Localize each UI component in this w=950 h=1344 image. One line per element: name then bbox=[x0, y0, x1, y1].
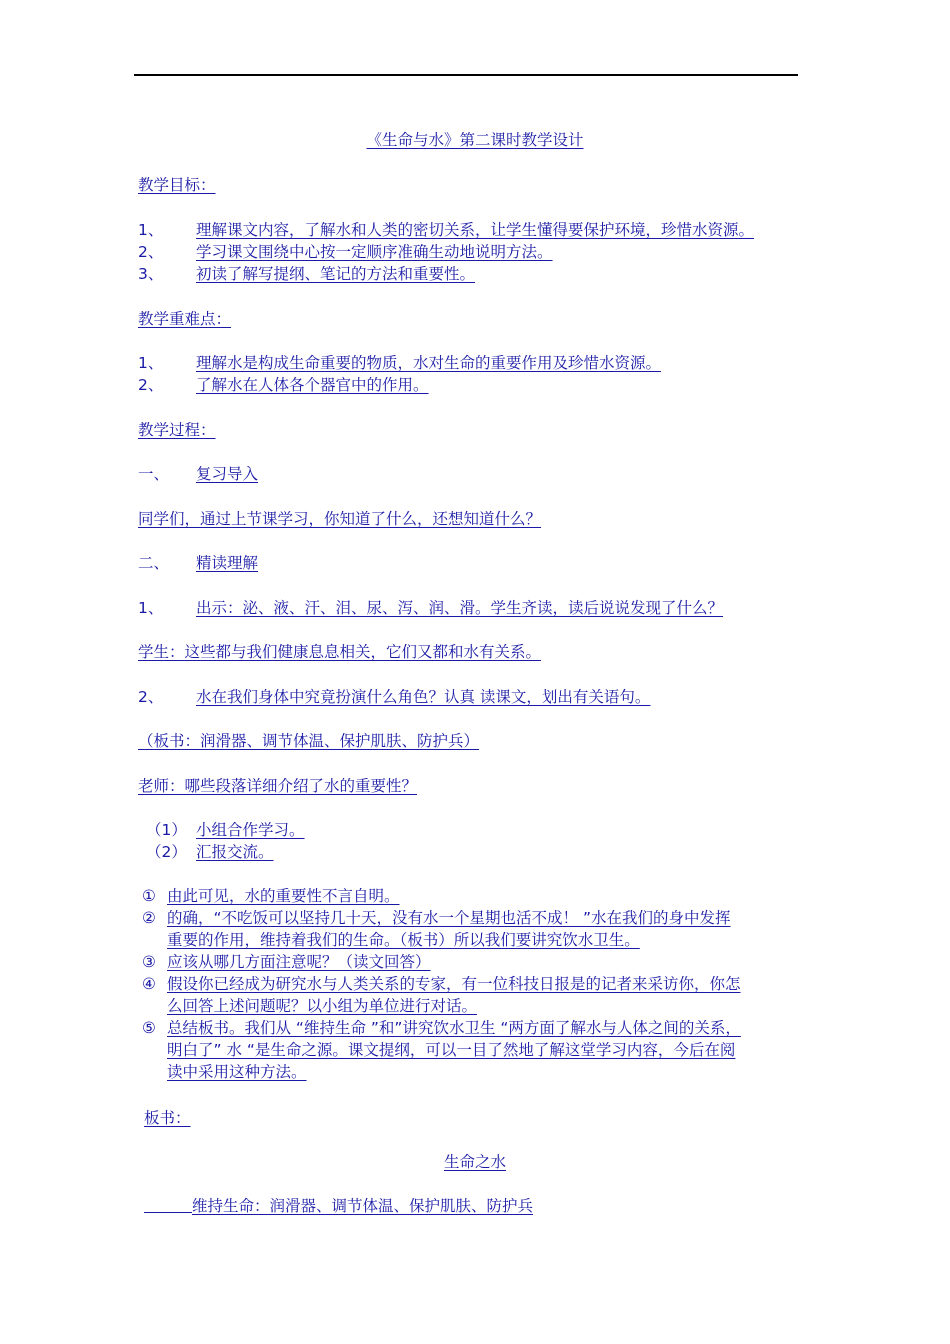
circled-num: ③ bbox=[142, 953, 156, 971]
item-text: 出示：泌、液、汗、泪、尿、泻、润、滑。学生齐读，读后说说发现了什么？ bbox=[196, 599, 724, 617]
review-question: 同学们，通过上节课学习，你知道了什么，还想知道什么？ bbox=[138, 510, 542, 528]
circled-text: 重要的作用，维持着我们的生命。（板书）所以我们要讲究饮水卫生。 bbox=[167, 931, 640, 949]
step-num: 一、 bbox=[138, 465, 170, 483]
objective-num: 3、 bbox=[138, 265, 164, 283]
circled-num: ① bbox=[142, 887, 156, 905]
objectives-heading: 教学目标： bbox=[138, 176, 216, 194]
circled-text: 读中采用这种方法。 bbox=[167, 1063, 307, 1081]
process-heading: 教学过程： bbox=[138, 421, 216, 439]
step-num: 二、 bbox=[138, 554, 170, 572]
item-num: 1、 bbox=[138, 599, 164, 617]
key-point-text: 理解水是构成生命重要的物质，水对生命的重要作用及珍惜水资源。 bbox=[196, 354, 662, 372]
key-point-num: 1、 bbox=[138, 354, 164, 372]
sub-item-num: （2） bbox=[146, 843, 187, 861]
objective-num: 1、 bbox=[138, 221, 164, 239]
board-line: 维持生命：润滑器、调节体温、保护肌肤、防护兵 bbox=[192, 1197, 534, 1215]
circled-text: 明白了” 水 “是生命之源。课文提纲，可以一目了然地了解这堂学习内容，今后在阅 bbox=[167, 1041, 736, 1059]
board-note: （板书：润滑器、调节体温、保护肌肤、防护兵） bbox=[138, 732, 480, 750]
sub-item-text: 小组合作学习。 bbox=[196, 821, 305, 839]
key-points-heading: 教学重难点： bbox=[138, 310, 232, 328]
circled-text: 总结板书。我们从 “维持生命 ”和”讲究饮水卫生 “两方面了解水与人体之间的关系， bbox=[167, 1019, 741, 1037]
objective-text: 理解课文内容，了解水和人类的密切关系，让学生懂得要保护环境，珍惜水资源。 bbox=[196, 221, 755, 239]
board-heading: 板书： bbox=[144, 1109, 191, 1127]
teacher-question: 老师：哪些段落详细介绍了水的重要性？ bbox=[138, 777, 418, 795]
circled-text: 应该从哪几方面注意呢？（读文回答） bbox=[167, 953, 431, 971]
key-point-num: 2、 bbox=[138, 376, 164, 394]
step-text: 复习导入 bbox=[196, 465, 259, 483]
objective-text: 学习课文围绕中心按一定顺序准确生动地说明方法。 bbox=[196, 243, 553, 261]
circled-text: 由此可见，水的重要性不言自明。 bbox=[167, 887, 400, 905]
circled-num: ⑤ bbox=[142, 1019, 156, 1037]
board-line-prefix-rule bbox=[144, 1212, 192, 1213]
header-rule bbox=[134, 74, 798, 76]
circled-text: 么回答上述问题呢？以小组为单位进行对话。 bbox=[167, 997, 478, 1015]
document-title: 《生命与水》第二课时教学设计 bbox=[366, 131, 584, 149]
sub-item-num: （1） bbox=[146, 821, 187, 839]
circled-num: ② bbox=[142, 909, 156, 927]
circled-num: ④ bbox=[142, 975, 156, 993]
circled-text: 的确，“不吃饭可以坚持几十天，没有水一个星期也活不成！ ”水在我们的身中发挥 bbox=[167, 909, 731, 927]
objective-text: 初读了解写提纲、笔记的方法和重要性。 bbox=[196, 265, 476, 283]
circled-text: 假设你已经成为研究水与人类关系的专家，有一位科技日报是的记者来采访你，你怎 bbox=[167, 975, 741, 993]
student-answer: 学生：这些都与我们健康息息相关，它们又都和水有关系。 bbox=[138, 643, 542, 661]
item-num: 2、 bbox=[138, 688, 164, 706]
step-text: 精读理解 bbox=[196, 554, 259, 572]
item-text: 水在我们身体中究竟扮演什么角色？认真 读课文，划出有关语句。 bbox=[196, 688, 651, 706]
key-point-text: 了解水在人体各个器官中的作用。 bbox=[196, 376, 429, 394]
board-title: 生命之水 bbox=[443, 1153, 506, 1171]
objective-num: 2、 bbox=[138, 243, 164, 261]
sub-item-text: 汇报交流。 bbox=[196, 843, 274, 861]
